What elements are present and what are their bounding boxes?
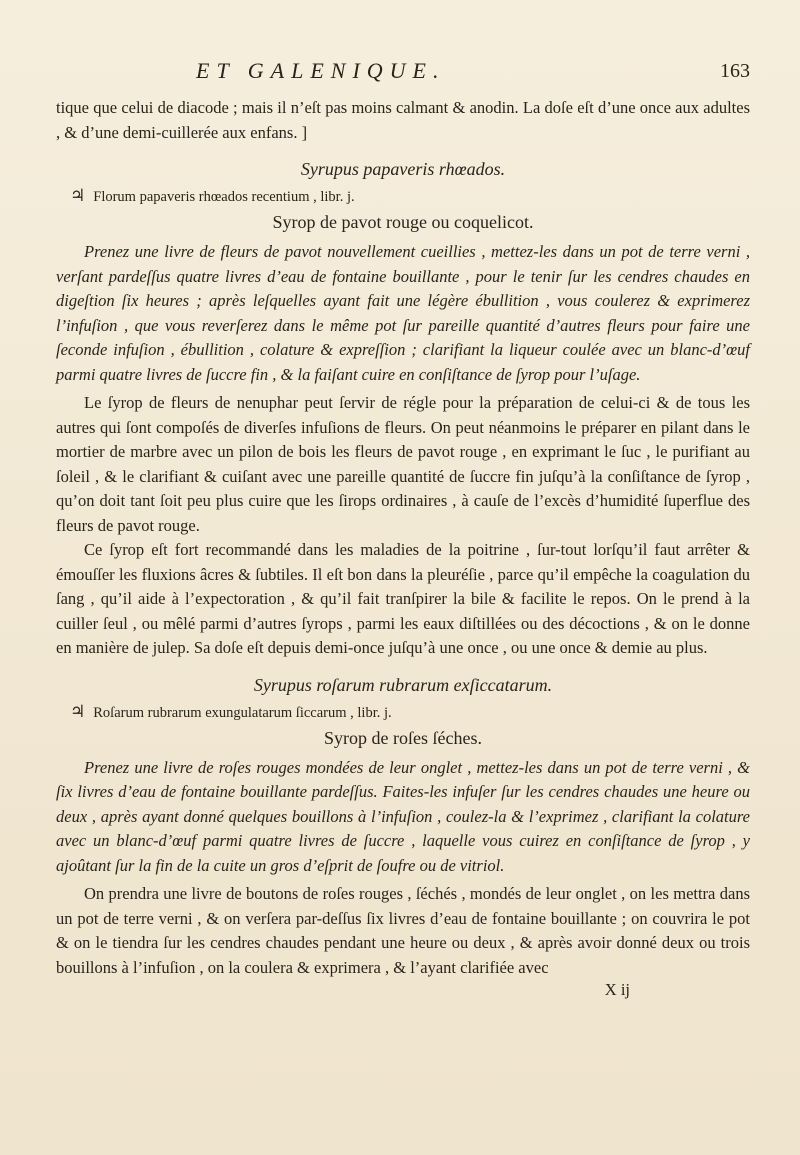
recipe-mark-icon: ♃ [70,701,86,722]
continued-paragraph: tique que celui de diacode ; mais il n’eſt pas moins calmant & anodin. La doſe eſt d’une once aux adultes , & d’une demi-cuillerée aux enfans. ] [56,98,750,142]
page-number: 163 [720,60,750,82]
recipe-1-french-title: Syrop de pavot rouge ou coquelicot. [272,212,534,232]
signature-mark: X ij [604,980,630,999]
recipe-1-instructions: Prenez une livre de fleurs de pavot nouvellement cueillies , mettez-les dans un pot de terre verni , verſant pardeſſus quatre livres d’eau de fontaine bouillante , pour le tenir ſur les cendres chaudes en digeſtion ſix heures ; après leſquelles ayant fait une légère ébullition , vous coulerez & exprimerez l’infuſion , que vous reverſerez dans le même pot ſur pareille quantité d’autres fleurs pour faire une ſeconde infuſion , ébullition , colature & expreſſion ; clarifiant la liqueur coulée avec un blanc-d’œuf parmi quatre livres de ſuccre fin , & la faiſant cuire en conſiſtance de ſyrop pour l’uſage. [56,242,750,384]
recipe-2-ingredient: Roſarum rubrarum exungulatarum ſiccarum , libr. j. [93,704,392,721]
recipe-1-latin-title: Syrupus papaveris rhœados. [300,159,506,179]
recipe-1-commentary: Le ſyrop de fleurs de nenuphar peut ſervir de régle pour la préparation de celui-ci & de tous les autres qui ſont compoſés de diverſes infuſions de fleurs. On peut néanmoins le préparer en pilant dans le mortier de marbre avec un pilon de bois les fleurs de pavot rouge , en exprimant le ſuc , le purifiant au ſoleil , & le clarifiant & cuiſant avec une pareille quantité de ſuccre fin juſqu’à la conſiſtance de ſyrop , qu’on doit tant ſoit peu plus cuire que les ſirops ordinaires , à cauſe de l’excès d’humidité ſuperflue des fleurs de pavot rouge. [56,393,750,535]
page-header [56,58,750,88]
recipe-2-commentary: On prendra une livre de boutons de roſes rouges , ſéchés , mondés de leur onglet , on les mettra dans un pot de terre verni , & on verſera par-deſſus ſix livres d’eau de fontaine bouillante ; on couvrira le pot & on le tiendra ſur les cendres chaudes pendant une heure ou deux , & après avoir donné deux ou trois bouillons à l’infuſion , on la coulera & exprimera , & l’ayant clarifiée avec [56,884,750,977]
recipe-2-formula [70,701,750,724]
running-head: ET GALENIQUE. [196,58,446,83]
recipe-2-instructions: Prenez une livre de roſes rouges mondées de leur onglet , mettez-les dans un pot de terre verni , & ſix livres d’eau de fontaine bouillante pardeſſus. Faites-les infuſer ſur les cendres chaudes une heure ou deux , après ayant donné quelques bouillons à l’infuſion , coulez-la & l’exprimez , clarifiant la colature avec un blanc-d’œuf parmi quatre livres de ſuccre , laquelle vous cuirez en conſiſtance de ſyrop , y ajoûtant ſur la fin de la cuite un gros d’eſprit de ſoufre ou de vitriol. [56,757,750,875]
recipe-1-formula [70,185,750,208]
recipe-mark-icon: ♃ [70,186,86,206]
recipe-1-uses: Ce ſyrop eſt fort recommandé dans les maladies de la poitrine , ſur-tout lorſqu’il faut arrêter & émouſſer les fluxions âcres & ſubtiles. Il eſt bon dans la pleuréſie , parce qu’il empêche la coagulation du ſang , qu’il aide à l’expectoration , & qu’il fait tranſpirer la bile & facilite le repos. On le prend à la cuiller ſeul , ou mêlé parmi d’autres ſyrops , parmi les eaux diſtillées ou des décoctions , & on le donne en manière de julep. Sa doſe eſt depuis demi-once juſqu’à une once , ou une once & demie au plus. [56,540,750,657]
recipe-2-latin-title: Syrupus roſarum rubrarum exſiccatarum. [253,674,553,695]
recipe-1-ingredient: Florum papaveris rhœados recentium , libr. j. [93,189,355,205]
recipe-2-french-title: Syrop de roſes ſéches. [324,727,482,748]
